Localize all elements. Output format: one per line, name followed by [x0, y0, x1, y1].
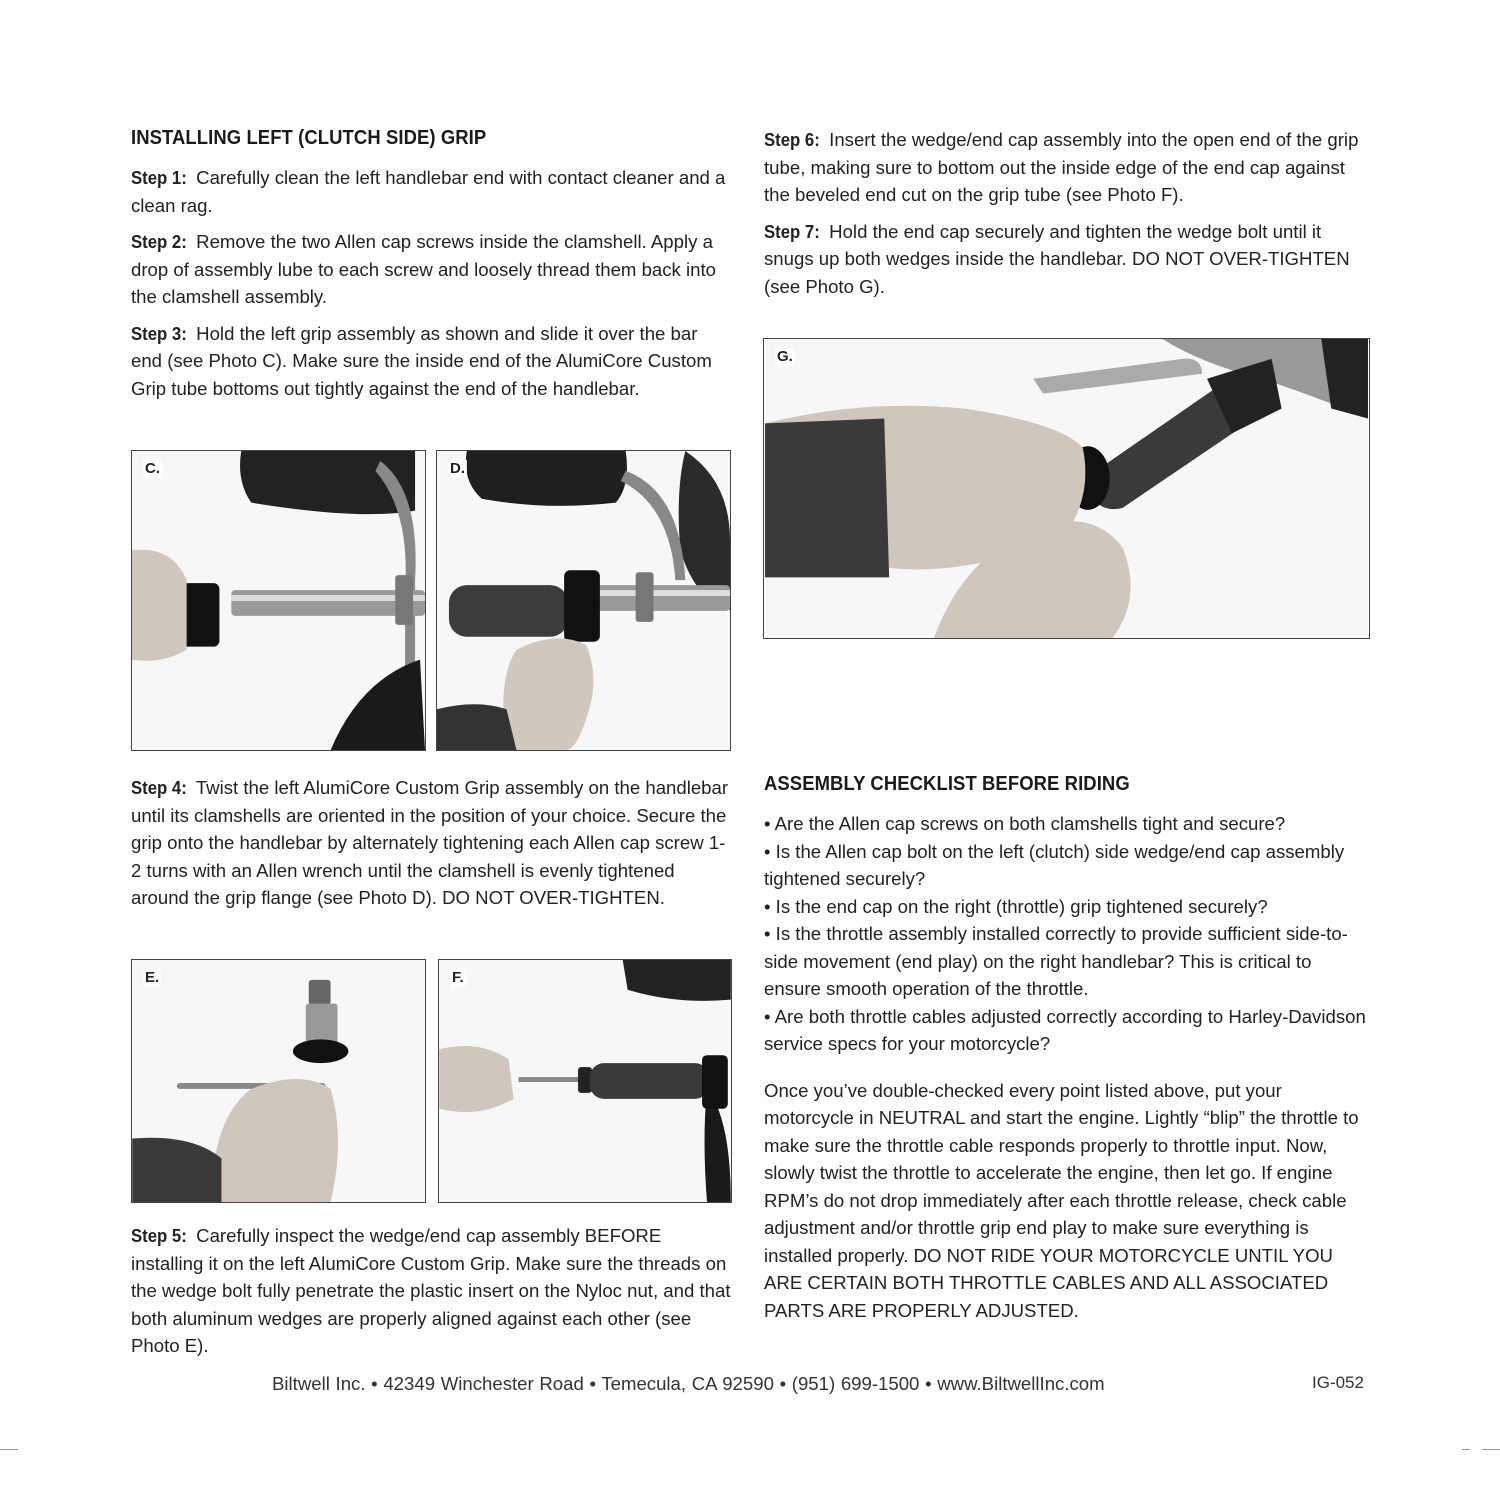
step-2 [131, 228, 731, 311]
photo-d-label: D. [450, 460, 465, 477]
left-grip-heading: INSTALLING LEFT (CLUTCH SIDE) GRIP [131, 126, 487, 149]
document-id: IG-052 [1312, 1373, 1364, 1392]
closing-paragraph: Once you’ve double-checked every point listed above, put your motorcycle in NEUTRAL and start the engine. Lightly “blip” the throttle to make sure the throttle cable responds properly to throttle input. Now, slowly twist the throttle to accelerate the engine, then let go. If engine RPM’s do not drop immediately after each throttle release, check cable adjustment and/or throttle grip end play to make sure everything is installed properly. DO NOT RIDE YOUR MOTORCYCLE UNTIL YOU ARE CERTAIN BOTH THROTTLE CABLES AND ALL ASSOCIATED PARTS ARE PROPERLY ADJUSTED. [764, 1079, 1359, 1321]
step-2-label: Step 2: [131, 231, 187, 252]
photo-g-label: G. [777, 348, 793, 365]
checklist-section [764, 772, 1370, 1324]
checklist-item: • Are both throttle cables adjusted correctly according to Harley-Davidson service specs for your motorcycle? [764, 1005, 1366, 1054]
checklist-heading: ASSEMBLY CHECKLIST BEFORE RIDING [764, 772, 1130, 795]
crop-mark-right-b [1482, 1449, 1500, 1450]
photo-e-label: E. [145, 969, 160, 986]
checklist [764, 810, 1370, 1058]
footer-address: Biltwell Inc. • 42349 Winchester Road • Temecula, CA 92590 • (951) 699-1500 • www.BiltwellInc.com [272, 1373, 1105, 1394]
crop-mark-right-a [1462, 1449, 1470, 1450]
step-7-label: Step 7: [764, 220, 820, 242]
step-3 [131, 320, 731, 403]
photo-f-illustration [439, 960, 731, 1202]
checklist-item: • Is the throttle assembly installed correctly to provide sufficient side-to-side movement (end play) on the right handlebar? This is critical to ensure smooth operation of the throttle. [764, 923, 1348, 999]
step-1-label: Step 1: [131, 167, 187, 188]
step-7 [764, 218, 1370, 301]
step-5 [131, 1222, 731, 1360]
step-1 [131, 164, 731, 219]
photo-e-illustration [132, 960, 425, 1202]
checklist-item: • Is the end cap on the right (throttle) grip tightened securely? [764, 895, 1268, 917]
photo-d-illustration [437, 451, 730, 750]
step-3-label: Step 3: [131, 322, 187, 344]
step-4 [131, 774, 731, 912]
step-5-text: Carefully inspect the wedge/end cap assembly BEFORE installing it on the left AlumiCore Custom Grip. Make sure the threads on the wedge bolt fully penetrate the plastic insert on the Nyloc nut, and that both aluminum wedges are properly aligned against each other (see Photo E). [131, 1225, 731, 1356]
photo-f-label: F. [452, 969, 464, 986]
checklist-item: • Are the Allen cap screws on both clamshells tight and secure? [764, 813, 1286, 834]
step-3-text: Hold the left grip assembly as shown and slide it over the bar end (see Photo C). Make sure the inside end of the AlumiCore Custom Grip tube bottoms out tightly against the end of the handlebar. [131, 322, 712, 399]
photo-e [131, 959, 426, 1203]
step-1-text: Carefully clean the left handlebar end with contact cleaner and a clean rag. [131, 167, 726, 216]
right-column-top [764, 126, 1370, 300]
photo-c-label: C. [145, 460, 160, 477]
photo-c [131, 450, 426, 751]
step-6-text: Insert the wedge/end cap assembly into the open end of the grip tube, making sure to bottom out the inside edge of the end cap against the beveled end cut on the grip tube (see Photo F). [764, 129, 1359, 205]
left-column-top [131, 126, 731, 402]
checklist-item: • Is the Allen cap bolt on the left (clutch) side wedge/end cap assembly tightened securely? [764, 840, 1345, 889]
step-5-label: Step 5: [131, 1225, 187, 1246]
photo-c-illustration [132, 451, 425, 750]
step-6-label: Step 6: [764, 129, 820, 150]
step-7-text: Hold the end cap securely and tighten the wedge bolt until it snugs up both wedges inside the handlebar. DO NOT OVER-TIGHTEN (see Photo G). [764, 220, 1350, 297]
photo-f [438, 959, 732, 1203]
left-column-step5 [131, 1222, 731, 1360]
photo-g [763, 338, 1370, 639]
photo-g-illustration [764, 339, 1369, 638]
photo-d [436, 450, 731, 751]
crop-mark-left [0, 1449, 18, 1450]
step-4-label: Step 4: [131, 777, 187, 798]
left-column-step4 [131, 774, 731, 912]
step-2-text: Remove the two Allen cap screws inside the clamshell. Apply a drop of assembly lube to each screw and loosely thread them back into the clamshell assembly. [131, 231, 716, 307]
step-6 [764, 126, 1370, 209]
step-4-text: Twist the left AlumiCore Custom Grip assembly on the handlebar until its clamshells are oriented in the position of your choice. Secure the grip onto the handlebar by alternately tightening each Allen cap screw 1-2 turns with an Allen wrench until the clamshell is evenly tightened around the grip flange (see Photo D). DO NOT OVER-TIGHTEN. [131, 777, 729, 908]
